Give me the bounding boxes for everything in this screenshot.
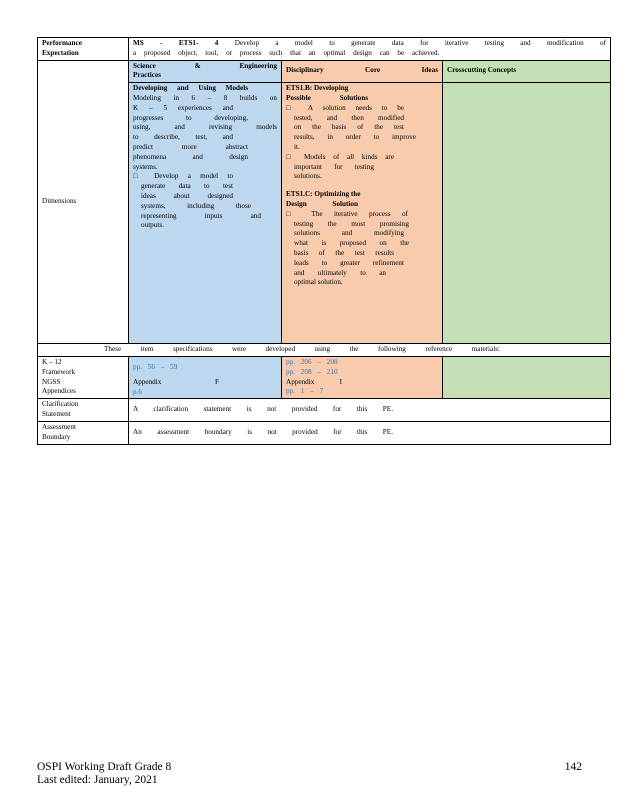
dci-c-bullet-line: solutions and modifying	[294, 229, 404, 238]
dci-references	[282, 356, 443, 398]
footer-edited: Last edited: January, 2021	[37, 774, 158, 786]
sep-line: systems.	[133, 162, 158, 171]
sep-bullet-line: outputs.	[141, 221, 164, 230]
k12-line1: K – 12	[42, 357, 62, 366]
assessment-row	[38, 421, 611, 444]
clarification-row	[38, 399, 611, 422]
dci-c-bullet-line: basis of the test results	[294, 248, 394, 257]
sep-bullet-line: ideas about designed	[141, 191, 233, 200]
pe-row	[38, 38, 611, 61]
sep-line: phenomena and design	[133, 152, 248, 161]
pe-label	[38, 38, 129, 61]
sep-header	[129, 60, 282, 83]
dci-c-heading-line2: Design Solution	[286, 199, 358, 208]
sep-line: Modeling in 6 – 8 builds on	[133, 93, 277, 102]
ccc-references	[443, 356, 611, 398]
dci-framework-pages: pp. 208 – 210	[286, 367, 338, 376]
sep-bullet-line: systems, including those	[141, 201, 251, 210]
assessment-text: An assessment boundary is not provided for this PE.	[133, 427, 393, 436]
assessment-label-line2: Boundary	[42, 432, 71, 441]
sep-heading: Developing and Using Models	[133, 84, 248, 93]
assessment-label-line1: Assessment	[42, 422, 76, 431]
clarification-label-line1: Clarification	[42, 400, 79, 409]
reference-detail-row	[38, 356, 611, 398]
performance-expectation-table	[37, 37, 611, 445]
reference-labels	[38, 356, 129, 398]
sep-bullet-line: generate data to test	[141, 182, 233, 191]
sep-line: K – 5 experiences and	[133, 103, 233, 112]
dci-c-bullet-line: optimal solution.	[294, 278, 343, 287]
dci-b-bullet1: □ A solution needs to be	[286, 103, 404, 112]
dci-b-heading-line2: Possible Solutions	[286, 93, 368, 102]
dci-c-heading-line1: ETS1.C: Optimizing the	[286, 190, 361, 199]
dci-b-bullet2-line: important for testing	[294, 162, 374, 171]
sep-content	[129, 83, 282, 344]
sep-line: using, and revising models	[133, 123, 277, 132]
sep-bullet: □ Develop a model to	[133, 172, 233, 181]
clarification-text-cell	[129, 399, 611, 422]
sep-appendix-pages: p.6	[133, 387, 142, 396]
dci-content	[282, 83, 443, 344]
ccc-header: Crosscutting Concepts	[443, 60, 611, 83]
dci-framework-pages: pp. 206 – 208	[286, 357, 338, 366]
dimensions-label: Dimensions	[38, 60, 129, 344]
sep-header-line2: Practices	[133, 71, 161, 80]
dci-c-bullet-line: and ultimately to an	[294, 268, 386, 277]
dci-c-bullet-line: leads to greater refinement	[294, 258, 404, 267]
ccc-content	[443, 83, 611, 344]
sep-framework-pages: pp. 56 – 59	[133, 362, 178, 371]
assessment-label	[38, 421, 129, 444]
dci-appendix-pages: pp. 1 – 7	[286, 387, 324, 396]
pe-code: MS - ETS1- 4	[133, 39, 219, 47]
pe-line2: a proposed object, tool, or process such that an optimal design can be achieved.	[133, 48, 440, 57]
sep-line: predict more abstract	[133, 142, 248, 151]
pe-label-line2: Expectation	[42, 48, 79, 57]
dci-header-text: Disciplinary Core Ideas	[286, 66, 438, 75]
clarification-text: A clarification statement is not provided for this PE.	[133, 405, 393, 414]
dci-header	[282, 60, 443, 83]
dci-c-bullet-line: testing the most promising	[294, 219, 409, 228]
sep-references	[129, 356, 282, 398]
footer-title: OSPI Working Draft Grade 8	[37, 761, 172, 773]
dci-appendix: Appendix I	[286, 377, 342, 386]
dci-b-bullet1-line: on the basis of the test	[294, 123, 404, 132]
reference-row	[38, 344, 611, 357]
assessment-text-cell	[129, 421, 611, 444]
sep-header-line1: Science & Engineering	[133, 61, 277, 70]
pe-statement	[129, 38, 611, 61]
page-footer	[37, 761, 171, 787]
dci-b-bullet2-line: solutions.	[294, 172, 322, 181]
sep-line: progresses to developing,	[133, 113, 248, 122]
dci-b-bullet1-line: results, in order to improve	[294, 133, 416, 142]
clarification-label-line2: Statement	[42, 410, 71, 419]
dimension-header-row	[38, 60, 611, 83]
dci-b-bullet2: □ Models of all kinds are	[286, 152, 394, 161]
k12-line2: Framework	[42, 367, 76, 376]
sep-appendix: Appendix F	[133, 377, 219, 386]
dci-c-bullet: □ The iterative process of	[286, 209, 408, 218]
reference-line: These item specifications were developed using the following reference materials:	[104, 345, 501, 354]
dci-b-bullet1-line: tested, and then modified	[294, 113, 404, 122]
pe-label-line1: Performance	[42, 39, 82, 47]
page-number: 142	[564, 761, 582, 773]
sep-line: to describe, test, and	[133, 133, 233, 142]
dci-b-bullet1-line: it.	[294, 142, 300, 151]
clarification-label	[38, 399, 129, 422]
dci-b-heading-line1: ETS1.B: Developing	[286, 84, 349, 93]
dci-c-bullet-line: what is proposed on the	[294, 239, 409, 248]
ngss-line1: NGSS	[42, 377, 61, 386]
sep-bullet-line: representing inputs and	[141, 211, 261, 220]
ngss-line2: Appendices	[42, 387, 76, 396]
pe-line1: Develop a model to generate data for iterative testing and modification of	[234, 39, 607, 47]
reference-cell	[38, 344, 611, 357]
